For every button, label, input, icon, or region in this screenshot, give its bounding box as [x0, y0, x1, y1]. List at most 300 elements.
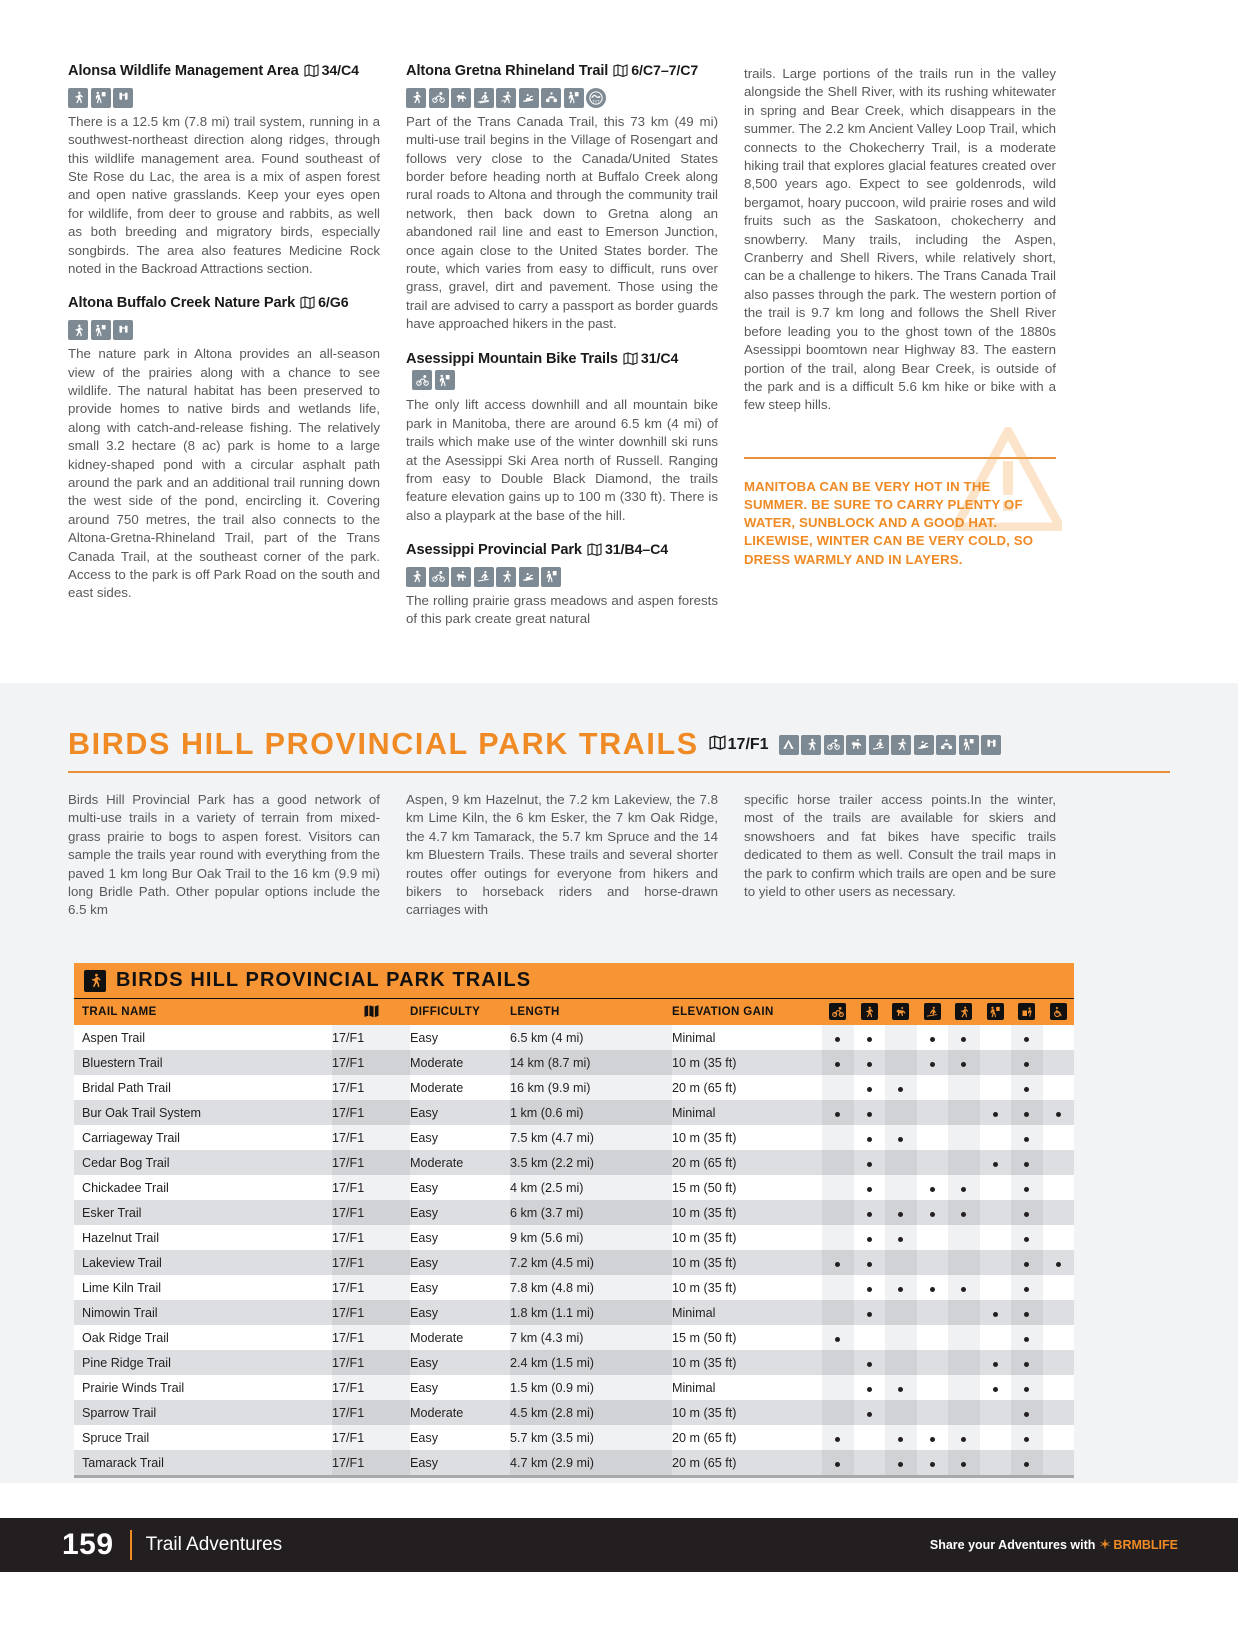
- hiking-icon: [406, 567, 426, 587]
- entry-title: [68, 62, 380, 83]
- activity-dot: [867, 1212, 872, 1217]
- cell-activity-dot: [885, 1375, 917, 1400]
- cell-activity-dot: [1011, 1050, 1043, 1075]
- cell-map-reference: 17/F1: [332, 1425, 410, 1450]
- cell-length: 7.5 km (4.7 mi): [510, 1125, 672, 1150]
- cell-map-reference: 17/F1: [332, 1150, 410, 1175]
- cell-elevation-gain: 10 m (35 ft): [672, 1250, 822, 1275]
- page-footer: [0, 1483, 1238, 1650]
- activity-dot: [993, 1112, 998, 1117]
- cell-difficulty: Easy: [410, 1275, 510, 1300]
- cell-trail-name: Sparrow Trail: [74, 1400, 332, 1425]
- footer-divider: [130, 1530, 132, 1560]
- cell-trail-name: Pine Ridge Trail: [74, 1350, 332, 1375]
- cell-activity-dot: [980, 1225, 1012, 1250]
- footer-section-title: Trail Adventures: [145, 1534, 283, 1555]
- map-icon: [587, 543, 602, 562]
- cell-activity-dot: [1011, 1400, 1043, 1425]
- activity-dot: [1024, 1312, 1029, 1317]
- table-row: [74, 1425, 1074, 1450]
- activity-dot: [867, 1087, 872, 1092]
- cell-map-reference: 17/F1: [332, 1450, 410, 1475]
- cell-trail-name: Cedar Bog Trail: [74, 1150, 332, 1175]
- cell-length: 6 km (3.7 mi): [510, 1200, 672, 1225]
- cell-activity-dot: [917, 1150, 949, 1175]
- cell-activity-dot: [885, 1450, 917, 1475]
- footer-share-text: Share your Adventures with: [929, 1538, 1096, 1552]
- activity-dot: [930, 1212, 935, 1217]
- cell-activity-dot: [948, 1175, 980, 1200]
- cell-trail-name: Nimowin Trail: [74, 1300, 332, 1325]
- column-header-hiking: [854, 999, 886, 1025]
- cell-elevation-gain: 10 m (35 ft): [672, 1125, 822, 1150]
- cross-country-skiing-icon: [474, 88, 494, 108]
- cell-activity-dot: [917, 1425, 949, 1450]
- entry-alonsa-wildlife-management-area: [68, 62, 380, 278]
- activity-dot: [961, 1062, 966, 1067]
- trails-table-body: [74, 1025, 1074, 1475]
- cell-activity-dot: [822, 1450, 854, 1475]
- activity-dot: [1024, 1437, 1029, 1442]
- cell-activity-dot: [1011, 1225, 1043, 1250]
- cell-length: 6.5 km (4 mi): [510, 1025, 672, 1050]
- entry-map-reference: 31/C4: [623, 351, 678, 371]
- activity-dot: [867, 1412, 872, 1417]
- cell-activity-dot: [822, 1100, 854, 1125]
- cell-difficulty: Easy: [410, 1425, 510, 1450]
- cell-activity-dot: [948, 1250, 980, 1275]
- cell-difficulty: Moderate: [410, 1325, 510, 1350]
- snowmobiling-icon: [519, 567, 539, 587]
- table-row: [74, 1050, 1074, 1075]
- mountain-biking-icon: [412, 370, 432, 390]
- cell-activity-dot: [1011, 1300, 1043, 1325]
- cell-activity-dot: [822, 1250, 854, 1275]
- cell-difficulty: Moderate: [410, 1150, 510, 1175]
- wildlife-viewing-icon: [113, 320, 133, 340]
- activity-dot: [835, 1062, 840, 1067]
- cell-activity-dot: [1011, 1100, 1043, 1125]
- cell-activity-dot: [917, 1375, 949, 1400]
- cell-activity-dot: [822, 1350, 854, 1375]
- trans-canada-trail-icon: [586, 88, 606, 108]
- cell-activity-dot: [980, 1125, 1012, 1150]
- wildlife-viewing-icon: [113, 88, 133, 108]
- entry-title: [406, 62, 718, 83]
- cell-activity-dot: [822, 1275, 854, 1300]
- column-3: [744, 62, 1056, 636]
- column-header-map: [332, 999, 410, 1025]
- cell-map-reference: 17/F1: [332, 1300, 410, 1325]
- cell-activity-dot: [1043, 1250, 1075, 1275]
- footer-share-block: [930, 1538, 1178, 1553]
- cell-map-reference: 17/F1: [332, 1400, 410, 1425]
- cell-activity-dot: [917, 1400, 949, 1425]
- cell-activity-dot: [948, 1300, 980, 1325]
- entry-map-reference: 34/C4: [304, 63, 359, 83]
- activity-icon-row: [406, 88, 718, 108]
- brmb-brand: [1099, 1538, 1178, 1553]
- activity-icon-row: [68, 320, 380, 340]
- column-header-interpretive-trail: [980, 999, 1012, 1025]
- hiking-icon: [801, 735, 821, 755]
- cell-activity-dot: [1011, 1175, 1043, 1200]
- activity-dot: [1024, 1187, 1029, 1192]
- table-row: [74, 1200, 1074, 1225]
- cell-trail-name: Aspen Trail: [74, 1025, 332, 1050]
- cell-activity-dot: [854, 1125, 886, 1150]
- cell-activity-dot: [980, 1200, 1012, 1225]
- cell-trail-name: Carriageway Trail: [74, 1125, 332, 1150]
- hiking-icon: [68, 88, 88, 108]
- entry-title: [406, 541, 718, 562]
- cell-activity-dot: [1011, 1450, 1043, 1475]
- table-row: [74, 1400, 1074, 1425]
- activity-dot: [835, 1437, 840, 1442]
- map-icon: [613, 64, 628, 83]
- cell-activity-dot: [948, 1100, 980, 1125]
- activity-dot: [1024, 1387, 1029, 1392]
- cell-activity-dot: [1043, 1350, 1075, 1375]
- activity-dot: [930, 1037, 935, 1042]
- map-icon: [304, 64, 319, 83]
- cell-activity-dot: [980, 1425, 1012, 1450]
- activity-dot: [867, 1162, 872, 1167]
- map-reference-text: 17/F1: [727, 735, 769, 753]
- cell-activity-dot: [822, 1125, 854, 1150]
- entry-asessippi-provincial-park: [406, 541, 718, 629]
- entry-body: The nature park in Altona provides an all-season view of the prairies along with a chance to see wildlife. The natural habitat has been preserved to provide homes to native birds and wetlands life, along with catch-and-release fishing. The relatively small 3.2 hectare (8 ac) park is home to a large kidney-shaped pond with a circular asphalt path around the park and an additional trail running down the west side of the pond, encircling it. Covering around 750 metres, the trail also connects to the Altona-Gretna-Rhineland Trail, part of the Trans Canada Trail, at the southeast corner of the park. Access to the park is off Park Road on the south and east sides.: [68, 346, 380, 601]
- horseback-riding-icon: [451, 88, 471, 108]
- map-icon: [623, 352, 638, 371]
- birds-hill-section: [0, 683, 1238, 1483]
- cell-trail-name: Lime Kiln Trail: [74, 1275, 332, 1300]
- entry-body: Part of the Trans Canada Trail, this 73 km (49 mi) multi-use trail begins in the Village of Rosengart and follows very close to the Canada/United States border before heading north at Buffalo Creek along rural roads to Altona and through the community trail network, then back down to Gretna along an abandoned rail line and east to Emerson Junction, once again close to the United States border. The route, which varies from easy to difficult, runs over grass, gravel, dirt and pavement. Those using the trail are advised to carry a passport as border guards have approached hikers in the past.: [406, 113, 718, 332]
- cell-map-reference: 17/F1: [332, 1325, 410, 1350]
- three-column-layout: [68, 62, 1170, 636]
- mountain-biking-icon: [429, 88, 449, 108]
- cell-length: 16 km (9.9 mi): [510, 1075, 672, 1100]
- column-header-length: LENGTH: [510, 999, 672, 1025]
- cell-elevation-gain: 10 m (35 ft): [672, 1050, 822, 1075]
- cell-activity-dot: [948, 1325, 980, 1350]
- activity-dot: [867, 1387, 872, 1392]
- entry-title-text: Asessippi Provincial Park: [406, 542, 582, 559]
- cell-activity-dot: [1043, 1375, 1075, 1400]
- activity-dot: [835, 1262, 840, 1267]
- activity-dot: [898, 1237, 903, 1242]
- birds-hill-paragraph-1: Birds Hill Provincial Park has a good network of multi-use trails in a variety of terrain from mixed-grass prairie to bogs to aspen forest. Visitors can sample the trails year round with everything from the paved 1 km long Bur Oak Trail to the 16 km (9.9 mi) long Bridle Path. Other popular options include the 6.5 km: [68, 792, 380, 918]
- cell-activity-dot: [1043, 1150, 1075, 1175]
- cell-trail-name: Tamarack Trail: [74, 1450, 332, 1475]
- page-number: 159: [62, 1528, 114, 1561]
- activity-dot: [930, 1187, 935, 1192]
- cell-activity-dot: [854, 1225, 886, 1250]
- activity-dot: [898, 1437, 903, 1442]
- snowmobiling-icon: [914, 735, 934, 755]
- birds-hill-title: BIRDS HILL PROVINCIAL PARK TRAILS: [68, 727, 699, 761]
- cell-activity-dot: [885, 1050, 917, 1075]
- cell-length: 3.5 km (2.2 mi): [510, 1150, 672, 1175]
- activity-dot: [867, 1362, 872, 1367]
- cell-difficulty: Easy: [410, 1200, 510, 1225]
- column-header-wheelchair-accessible: [1043, 999, 1075, 1025]
- cell-activity-dot: [822, 1325, 854, 1350]
- cell-activity-dot: [980, 1325, 1012, 1350]
- interpretive-trail-icon: [959, 735, 979, 755]
- atv-icon: [541, 88, 561, 108]
- cell-length: 7.8 km (4.8 mi): [510, 1275, 672, 1300]
- activity-dot: [993, 1162, 998, 1167]
- cross-country-skiing-icon: [474, 567, 494, 587]
- activity-dot: [1024, 1412, 1029, 1417]
- cell-activity-dot: [980, 1150, 1012, 1175]
- cell-elevation-gain: 10 m (35 ft): [672, 1200, 822, 1225]
- column-header-cross-country-skiing: [917, 999, 949, 1025]
- cell-activity-dot: [917, 1175, 949, 1200]
- activity-dot: [898, 1212, 903, 1217]
- activity-dot: [867, 1062, 872, 1067]
- cell-activity-dot: [854, 1100, 886, 1125]
- cell-map-reference: 17/F1: [332, 1125, 410, 1150]
- activity-dot: [867, 1262, 872, 1267]
- cell-length: 1 km (0.6 mi): [510, 1100, 672, 1125]
- entry-map-reference: 31/B4–C4: [587, 542, 668, 562]
- cell-activity-dot: [1043, 1325, 1075, 1350]
- column-2: [406, 62, 718, 636]
- cell-map-reference: 17/F1: [332, 1100, 410, 1125]
- activity-dot: [930, 1462, 935, 1467]
- cell-activity-dot: [1043, 1450, 1075, 1475]
- entry-title: [68, 294, 380, 315]
- cell-elevation-gain: Minimal: [672, 1300, 822, 1325]
- cell-activity-dot: [822, 1200, 854, 1225]
- cell-activity-dot: [917, 1325, 949, 1350]
- cell-difficulty: Easy: [410, 1175, 510, 1200]
- cell-map-reference: 17/F1: [332, 1075, 410, 1100]
- cell-activity-dot: [854, 1375, 886, 1400]
- activity-dot: [1024, 1037, 1029, 1042]
- cell-trail-name: Chickadee Trail: [74, 1175, 332, 1200]
- cell-activity-dot: [885, 1125, 917, 1150]
- cell-length: 14 km (8.7 mi): [510, 1050, 672, 1075]
- cell-elevation-gain: 10 m (35 ft): [672, 1350, 822, 1375]
- cell-activity-dot: [980, 1375, 1012, 1400]
- cell-map-reference: 17/F1: [332, 1250, 410, 1275]
- cell-difficulty: Easy: [410, 1300, 510, 1325]
- trails-table: [74, 999, 1074, 1475]
- callout-text: MANITOBA CAN BE VERY HOT IN THE SUMMER. BE SURE TO CARRY PLENTY OF WATER, SUNBLOCK AND A GOOD HAT. LIKEWISE, WINTER CAN BE VERY COLD, SO DRESS WARMLY AND IN LAYERS.: [744, 478, 1034, 567]
- cell-activity-dot: [1011, 1350, 1043, 1375]
- cell-activity-dot: [854, 1150, 886, 1175]
- cell-activity-dot: [1043, 1100, 1075, 1125]
- cell-elevation-gain: Minimal: [672, 1100, 822, 1125]
- activity-dot: [898, 1287, 903, 1292]
- cell-difficulty: Moderate: [410, 1400, 510, 1425]
- cell-activity-dot: [1011, 1150, 1043, 1175]
- cell-activity-dot: [822, 1300, 854, 1325]
- cell-activity-dot: [1011, 1250, 1043, 1275]
- cell-map-reference: 17/F1: [332, 1200, 410, 1225]
- activity-dot: [930, 1062, 935, 1067]
- activity-dot: [898, 1137, 903, 1142]
- cell-activity-dot: [822, 1150, 854, 1175]
- top-articles-section: [0, 0, 1238, 683]
- safety-callout: [744, 441, 1056, 569]
- svg-text:TCT: TCT: [592, 99, 600, 104]
- cell-activity-dot: [948, 1050, 980, 1075]
- cell-trail-name: Bur Oak Trail System: [74, 1100, 332, 1125]
- cell-activity-dot: [948, 1400, 980, 1425]
- map-icon: [363, 1009, 380, 1021]
- cell-activity-dot: [948, 1075, 980, 1100]
- birds-hill-map-reference: [709, 735, 769, 755]
- cell-trail-name: Bluestern Trail: [74, 1050, 332, 1075]
- entry-body: The rolling prairie grass meadows and aspen forests of this park create great natural: [406, 592, 718, 627]
- entry-asessippi-mountain-bike-trails: [406, 350, 718, 526]
- activity-dot: [1024, 1112, 1029, 1117]
- activity-dot: [961, 1187, 966, 1192]
- cell-activity-dot: [885, 1100, 917, 1125]
- atv-icon: [936, 735, 956, 755]
- activity-dot: [867, 1287, 872, 1292]
- cell-difficulty: Easy: [410, 1375, 510, 1400]
- cell-activity-dot: [980, 1400, 1012, 1425]
- table-row: [74, 1250, 1074, 1275]
- cell-difficulty: Moderate: [410, 1050, 510, 1075]
- cell-activity-dot: [1043, 1400, 1075, 1425]
- table-row: [74, 1025, 1074, 1050]
- cell-activity-dot: [822, 1425, 854, 1450]
- snowshoeing-icon: [496, 567, 516, 587]
- cell-activity-dot: [1043, 1425, 1075, 1450]
- interpretive-trail-icon: [564, 88, 584, 108]
- table-row: [74, 1075, 1074, 1100]
- activity-dot: [1024, 1162, 1029, 1167]
- trails-table-title: BIRDS HILL PROVINCIAL PARK TRAILS: [116, 969, 532, 991]
- activity-dot: [835, 1462, 840, 1467]
- cell-activity-dot: [917, 1350, 949, 1375]
- cell-activity-dot: [1011, 1125, 1043, 1150]
- birds-hill-activity-icons: [779, 735, 1002, 755]
- cell-activity-dot: [1043, 1300, 1075, 1325]
- cell-activity-dot: [822, 1175, 854, 1200]
- activity-dot: [961, 1462, 966, 1467]
- cell-activity-dot: [822, 1225, 854, 1250]
- activity-dot: [898, 1462, 903, 1467]
- table-row: [74, 1325, 1074, 1350]
- entry-altona-buffalo-creek-nature-park: [68, 294, 380, 602]
- table-bottom-rule: [74, 1475, 1074, 1478]
- snowshoeing-icon: [955, 1003, 972, 1020]
- cell-map-reference: 17/F1: [332, 1025, 410, 1050]
- table-row: [74, 1375, 1074, 1400]
- cell-activity-dot: [980, 1050, 1012, 1075]
- cell-activity-dot: [948, 1025, 980, 1050]
- cell-elevation-gain: 20 m (65 ft): [672, 1450, 822, 1475]
- column-header-trail-name: TRAIL NAME: [74, 999, 332, 1025]
- cell-trail-name: Spruce Trail: [74, 1425, 332, 1450]
- entry-altona-gretna-rhineland-trail: [406, 62, 718, 334]
- cell-activity-dot: [917, 1100, 949, 1125]
- cell-length: 4 km (2.5 mi): [510, 1175, 672, 1200]
- birds-hill-divider: [68, 771, 1170, 773]
- cell-difficulty: Easy: [410, 1100, 510, 1125]
- activity-dot: [930, 1287, 935, 1292]
- cell-activity-dot: [854, 1400, 886, 1425]
- cell-elevation-gain: 20 m (65 ft): [672, 1150, 822, 1175]
- table-row: [74, 1275, 1074, 1300]
- activity-dot: [1024, 1087, 1029, 1092]
- cell-activity-dot: [885, 1400, 917, 1425]
- camping-icon: [779, 735, 799, 755]
- interpretive-trail-icon: [91, 320, 111, 340]
- table-row: [74, 1125, 1074, 1150]
- cell-activity-dot: [885, 1300, 917, 1325]
- wheelchair-accessible-icon: [1050, 1003, 1067, 1020]
- cell-elevation-gain: Minimal: [672, 1375, 822, 1400]
- cell-activity-dot: [822, 1025, 854, 1050]
- entry-map-reference: 6/C7–7/C7: [613, 63, 698, 83]
- cell-activity-dot: [885, 1425, 917, 1450]
- cell-activity-dot: [854, 1025, 886, 1050]
- cell-activity-dot: [948, 1350, 980, 1375]
- interpretive-trail-icon: [541, 567, 561, 587]
- activity-dot: [961, 1437, 966, 1442]
- activity-dot: [961, 1287, 966, 1292]
- hiking-icon: [68, 320, 88, 340]
- cell-activity-dot: [980, 1450, 1012, 1475]
- birds-hill-intro-columns: [68, 791, 1170, 920]
- column-header-mountain-biking: [822, 999, 854, 1025]
- interpretive-trail-icon: [987, 1003, 1004, 1020]
- cell-activity-dot: [854, 1325, 886, 1350]
- cell-activity-dot: [854, 1450, 886, 1475]
- trails-table-header-row: [74, 999, 1074, 1025]
- cell-map-reference: 17/F1: [332, 1375, 410, 1400]
- cell-activity-dot: [1043, 1050, 1075, 1075]
- cell-activity-dot: [1011, 1325, 1043, 1350]
- activity-dot: [993, 1387, 998, 1392]
- birds-hill-paragraph-3: specific horse trailer access points.In the winter, most of the trails are available for skiers and snowshoers and fat bikes have specific trails dedicated to them as well. Consult the trail maps in the park to confirm which trails are open and be sure to yield to other users as necessary.: [744, 792, 1056, 900]
- cell-trail-name: Lakeview Trail: [74, 1250, 332, 1275]
- activity-dot: [993, 1362, 998, 1367]
- cell-activity-dot: [1043, 1200, 1075, 1225]
- cell-elevation-gain: Minimal: [672, 1025, 822, 1050]
- cell-length: 9 km (5.6 mi): [510, 1225, 672, 1250]
- cell-activity-dot: [948, 1450, 980, 1475]
- column-header-difficulty: DIFFICULTY: [410, 999, 510, 1025]
- cell-difficulty: Moderate: [410, 1075, 510, 1100]
- birds-hill-heading: [68, 727, 1170, 762]
- cell-activity-dot: [1043, 1225, 1075, 1250]
- cell-activity-dot: [948, 1125, 980, 1150]
- cell-length: 7.2 km (4.5 mi): [510, 1250, 672, 1275]
- cell-activity-dot: [980, 1075, 1012, 1100]
- cell-activity-dot: [1043, 1125, 1075, 1150]
- mountain-biking-icon: [429, 567, 449, 587]
- table-row: [74, 1350, 1074, 1375]
- cell-activity-dot: [822, 1050, 854, 1075]
- cell-trail-name: Hazelnut Trail: [74, 1225, 332, 1250]
- cell-elevation-gain: 20 m (65 ft): [672, 1425, 822, 1450]
- compass-star-icon: [1099, 1538, 1111, 1553]
- column-header-elevation-gain: ELEVATION GAIN: [672, 999, 822, 1025]
- cell-difficulty: Easy: [410, 1125, 510, 1150]
- cell-difficulty: Easy: [410, 1450, 510, 1475]
- cell-activity-dot: [980, 1025, 1012, 1050]
- cell-activity-dot: [917, 1250, 949, 1275]
